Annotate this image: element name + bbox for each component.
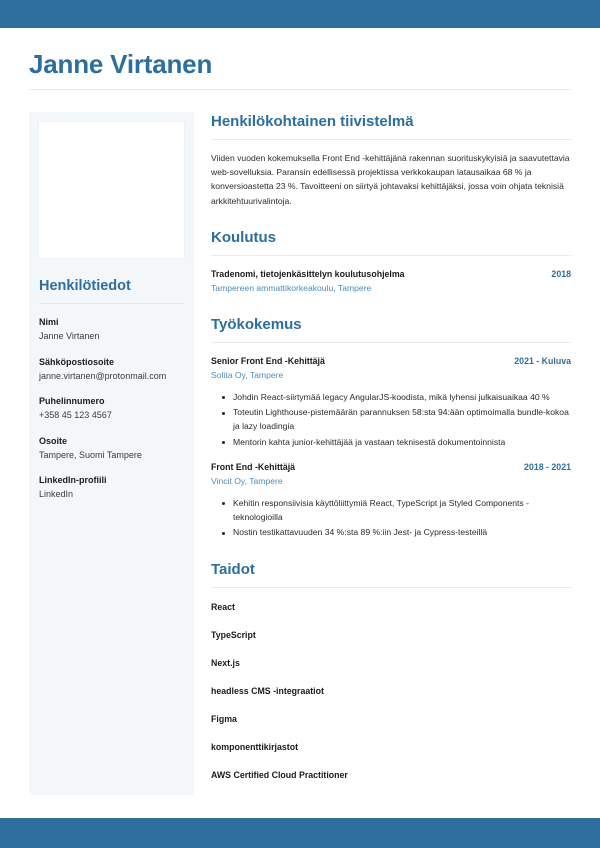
info-value: Tampere, Suomi Tampere (39, 449, 142, 460)
section-heading-skills: Taidot (211, 560, 255, 578)
entry-header (211, 268, 571, 281)
education-entry (211, 268, 571, 295)
section-heading-experience: Työkokemus (211, 315, 302, 333)
content-columns (29, 112, 571, 795)
section-divider (211, 139, 571, 140)
entry-bullet: Toteutin Lighthouse-pistemäärän parannuksen 58:sta 94:ään optimoimalla bundle-kokoa ja lazy loadingia (233, 406, 571, 433)
sidebar-content (29, 277, 194, 502)
skills-list (211, 601, 571, 782)
skill-item: React (211, 601, 235, 612)
skill-item: Figma (211, 713, 237, 724)
info-label: Sähköpostiosoite (39, 356, 115, 367)
info-label: Nimi (39, 317, 59, 327)
skill-item: komponenttikirjastot (211, 741, 298, 752)
profile-photo-placeholder (38, 121, 185, 259)
experience-entry (211, 461, 571, 540)
entry-date: 2021 - Kuluva (514, 355, 571, 366)
info-item-email (39, 356, 184, 384)
entry-title: Front End -Kehittäjä (211, 462, 296, 473)
section-divider (211, 342, 571, 343)
section-divider (211, 255, 571, 256)
page-title: Janne Virtanen (29, 49, 213, 79)
entry-date: 2018 - 2021 (524, 462, 571, 473)
sidebar-heading-divider (39, 303, 184, 304)
entry-subtitle: Vincit Oy, Tampere (211, 476, 283, 487)
sidebar (29, 112, 194, 795)
sidebar-heading-personal-details: Henkilötiedot (39, 278, 131, 294)
entry-bullet: Kehitin responsiivisia käyttöliittymiä React, TypeScript ja Styled Components -teknologioilla (233, 497, 571, 524)
info-label: Osoite (39, 435, 68, 446)
entry-title: Senior Front End -Kehittäjä (211, 355, 325, 366)
section-skills (211, 560, 571, 782)
skill-item: TypeScript (211, 629, 256, 640)
entry-bullet: Mentorin kahta junior-kehittäjää ja vastaan teknisestä dokumentoinnista (233, 436, 571, 450)
info-label: Puhelinnumero (39, 396, 105, 406)
entry-header (211, 355, 571, 368)
skill-item: Next.js (211, 657, 240, 668)
info-value: Janne Virtanen (39, 331, 100, 341)
entry-bullet: Nostin testikattavuuden 34 %:sta 89 %:iin Jest- ja Cypress-testeillä (233, 526, 571, 540)
info-label: LinkedIn-profiili (39, 475, 107, 485)
experience-entry (211, 355, 571, 449)
bottom-accent-bar (0, 818, 600, 848)
info-item-linkedin (39, 474, 184, 502)
section-education (211, 228, 571, 295)
info-value: +358 45 123 4567 (39, 410, 112, 420)
summary-text: Viiden vuoden kokemuksella Front End -kehittäjänä rakennan suorituskykyisiä ja saavutettavia web-sovelluksia. Paransin edellisessä projektissa verkkokaupan latausaikaa 68 % ja konversioastetta 23 %. Tavoitteeni on siirtyä johtavaksi kehittäjäksi, jossa voin ohjata teknisiä arkkitehtuurivalintoja. (211, 153, 570, 206)
entry-date: 2018 (551, 268, 571, 279)
entry-bullet: Johdin React-siirtymää legacy AngularJS-koodista, mikä lyhensi julkaisuaikaa 40 % (233, 391, 571, 405)
top-accent-bar (0, 0, 600, 28)
name-divider (29, 89, 571, 90)
entry-header (211, 461, 571, 474)
skill-item: headless CMS -integraatiot (211, 685, 324, 696)
entry-bullet-list (211, 497, 571, 540)
section-experience (211, 315, 571, 540)
entry-subtitle: Solita Oy, Tampere (211, 369, 284, 380)
entry-bullet-list (211, 391, 571, 449)
info-item-name (39, 316, 184, 344)
info-item-address (39, 435, 184, 463)
entry-subtitle: Tampereen ammattikorkeakoulu, Tampere (211, 282, 372, 293)
info-value[interactable]: LinkedIn (39, 489, 74, 499)
info-value[interactable]: janne.virtanen@protonmail.com (39, 370, 167, 381)
name-block (29, 48, 571, 90)
info-item-phone (39, 395, 184, 423)
section-heading-education: Koulutus (211, 228, 276, 246)
entry-title: Tradenomi, tietojenkäsittelyn koulutusohjelma (211, 268, 405, 279)
main-content (194, 112, 571, 782)
section-summary (211, 112, 571, 208)
skill-item: AWS Certified Cloud Practitioner (211, 769, 348, 780)
section-heading-summary: Henkilökohtainen tiivistelmä (211, 113, 414, 130)
section-divider (211, 587, 571, 588)
